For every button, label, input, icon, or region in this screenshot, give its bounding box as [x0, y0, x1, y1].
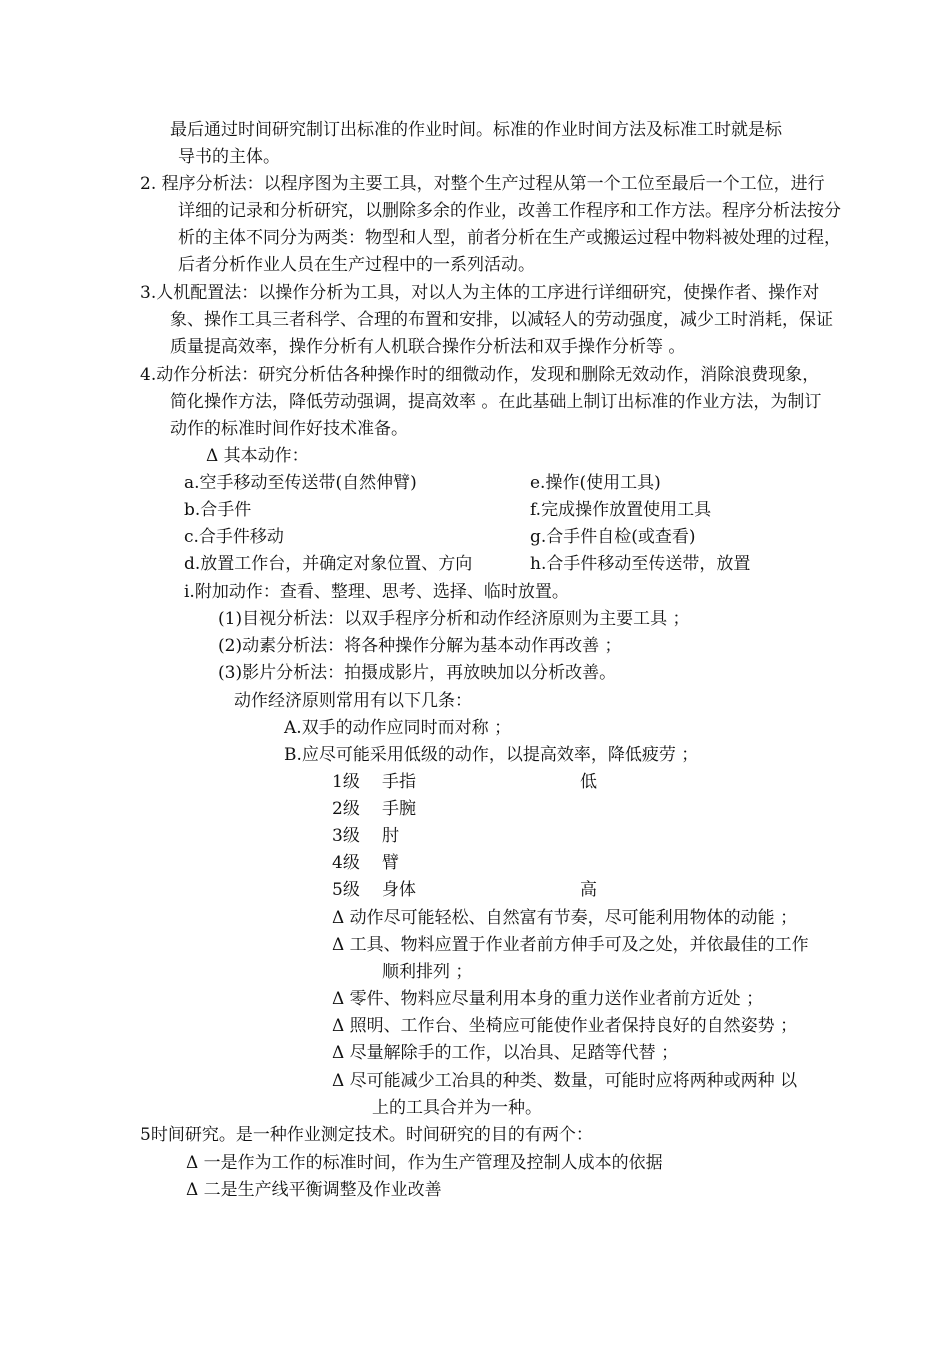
item2-line-1: 2. 程序分析法：以程序图为主要工具，对整个生产过程从第一个工位至最后一个工位，进行	[140, 174, 825, 194]
item5-purpose-2: Δ 二是生产线平衡调整及作业改善	[186, 1180, 442, 1200]
item5-line-1: 5时间研究。是一种作业测定技术。时间研究的目的有两个：	[140, 1125, 593, 1145]
method-2: (2)动素分析法：将各种操作分解为基本动作再改善 ；	[218, 636, 622, 656]
item3-line-2: 象、操作工具三者科学、合理的布置和安排，以减轻人的劳动强度，减少工时消耗，保证	[170, 310, 833, 330]
basic-action-b: b.合手件	[184, 500, 252, 520]
level-2-part: 手腕	[382, 799, 416, 819]
item2-line-4: 后者分析作业人员在生产过程中的一系列活动。	[178, 255, 535, 275]
rule-6-line-2: 上的工具合并为一种。	[372, 1098, 542, 1118]
item3-line-1: 3.人机配置法：以操作分析为工具，对以人为主体的工序进行详细研究，使操作者、操作对	[140, 283, 820, 303]
intro-line-2: 导书的主体。	[178, 147, 280, 167]
intro-line-1: 最后通过时间研究制订出标准的作业时间。标准的作业时间方法及标准工时就是标	[170, 120, 782, 140]
item5-purpose-1: Δ 一是作为工作的标准时间，作为生产管理及控制人成本的依据	[186, 1153, 663, 1173]
level-5-label: 5级	[332, 880, 360, 900]
rule-2-line-2: 顺利排列 ；	[382, 962, 473, 982]
level-1-part: 手指	[382, 772, 416, 792]
item4-line-1: 4.动作分析法：研究分析估各种操作时的细微动作，发现和删除无效动作，消除浪费现象，	[140, 365, 820, 385]
level-1-label: 1级	[332, 772, 360, 792]
basic-action-a: a.空手移动至传送带(自然伸臂)	[184, 473, 417, 493]
item2-line-2: 详细的记录和分析研究，以删除多余的作业，改善工作程序和工作方法。程序分析法按分	[178, 201, 841, 221]
level-3-part: 肘	[382, 826, 399, 846]
economy-rule-b: B.应尽可能采用低级的动作，以提高效率，降低疲劳 ；	[284, 745, 699, 765]
item4-line-2: 简化操作方法，降低劳动强调，提高效率 。在此基础上制订出标准的作业方法，为制订	[170, 392, 822, 412]
rule-2-line-1: Δ 工具、物料应置于作业者前方伸手可及之处，并依最佳的工作	[332, 935, 809, 955]
basic-action-i: i.附加动作：查看、整理、思考、选择、临时放置。	[184, 582, 569, 602]
item4-line-3: 动作的标准时间作好技术准备。	[170, 419, 408, 439]
rule-5: Δ 尽量解除手的工作，以冶具、足踏等代替 ；	[332, 1043, 679, 1063]
method-3: (3)影片分析法：拍摄成影片，再放映加以分析改善。	[218, 663, 617, 683]
rule-3: Δ 零件、物料应尽量利用本身的重力送作业者前方近处 ；	[332, 989, 764, 1009]
item3-line-3: 质量提高效率，操作分析有人机联合操作分析法和双手操作分析等 。	[170, 337, 686, 357]
basic-actions-heading: Δ 其本动作：	[206, 446, 309, 466]
level-1-note: 低	[580, 772, 597, 792]
basic-action-e: e.操作(使用工具)	[530, 473, 661, 493]
basic-action-d: d.放置工作台，并确定对象位置、方向	[184, 554, 473, 574]
level-3-label: 3级	[332, 826, 360, 846]
level-2-label: 2级	[332, 799, 360, 819]
method-1: (1)目视分析法：以双手程序分析和动作经济原则为主要工具 ；	[218, 609, 690, 629]
basic-action-f: f.完成操作放置使用工具	[530, 500, 712, 520]
level-5-part: 身体	[382, 880, 416, 900]
level-5-note: 高	[580, 880, 597, 900]
economy-heading: 动作经济原则常用有以下几条：	[234, 691, 472, 711]
level-4-part: 臂	[382, 853, 399, 873]
level-4-label: 4级	[332, 853, 360, 873]
basic-action-c: c.合手件移动	[184, 527, 284, 547]
basic-action-g: g.合手件自检(或查看)	[530, 527, 696, 547]
basic-action-h: h.合手件移动至传送带，放置	[530, 554, 751, 574]
rule-4: Δ 照明、工作台、坐椅应可能使作业者保持良好的自然姿势 ；	[332, 1016, 798, 1036]
rule-1: Δ 动作尽可能轻松、自然富有节奏，尽可能利用物体的动能 ；	[332, 908, 798, 928]
item2-line-3: 析的主体不同分为两类：物型和人型，前者分析在生产或搬运过程中物料被处理的过程，	[178, 228, 841, 248]
economy-rule-a: A.双手的动作应同时而对称 ；	[284, 718, 512, 738]
rule-6-line-1: Δ 尽可能减少工冶具的种类、数量，可能时应将两种或两种 以	[332, 1071, 798, 1091]
